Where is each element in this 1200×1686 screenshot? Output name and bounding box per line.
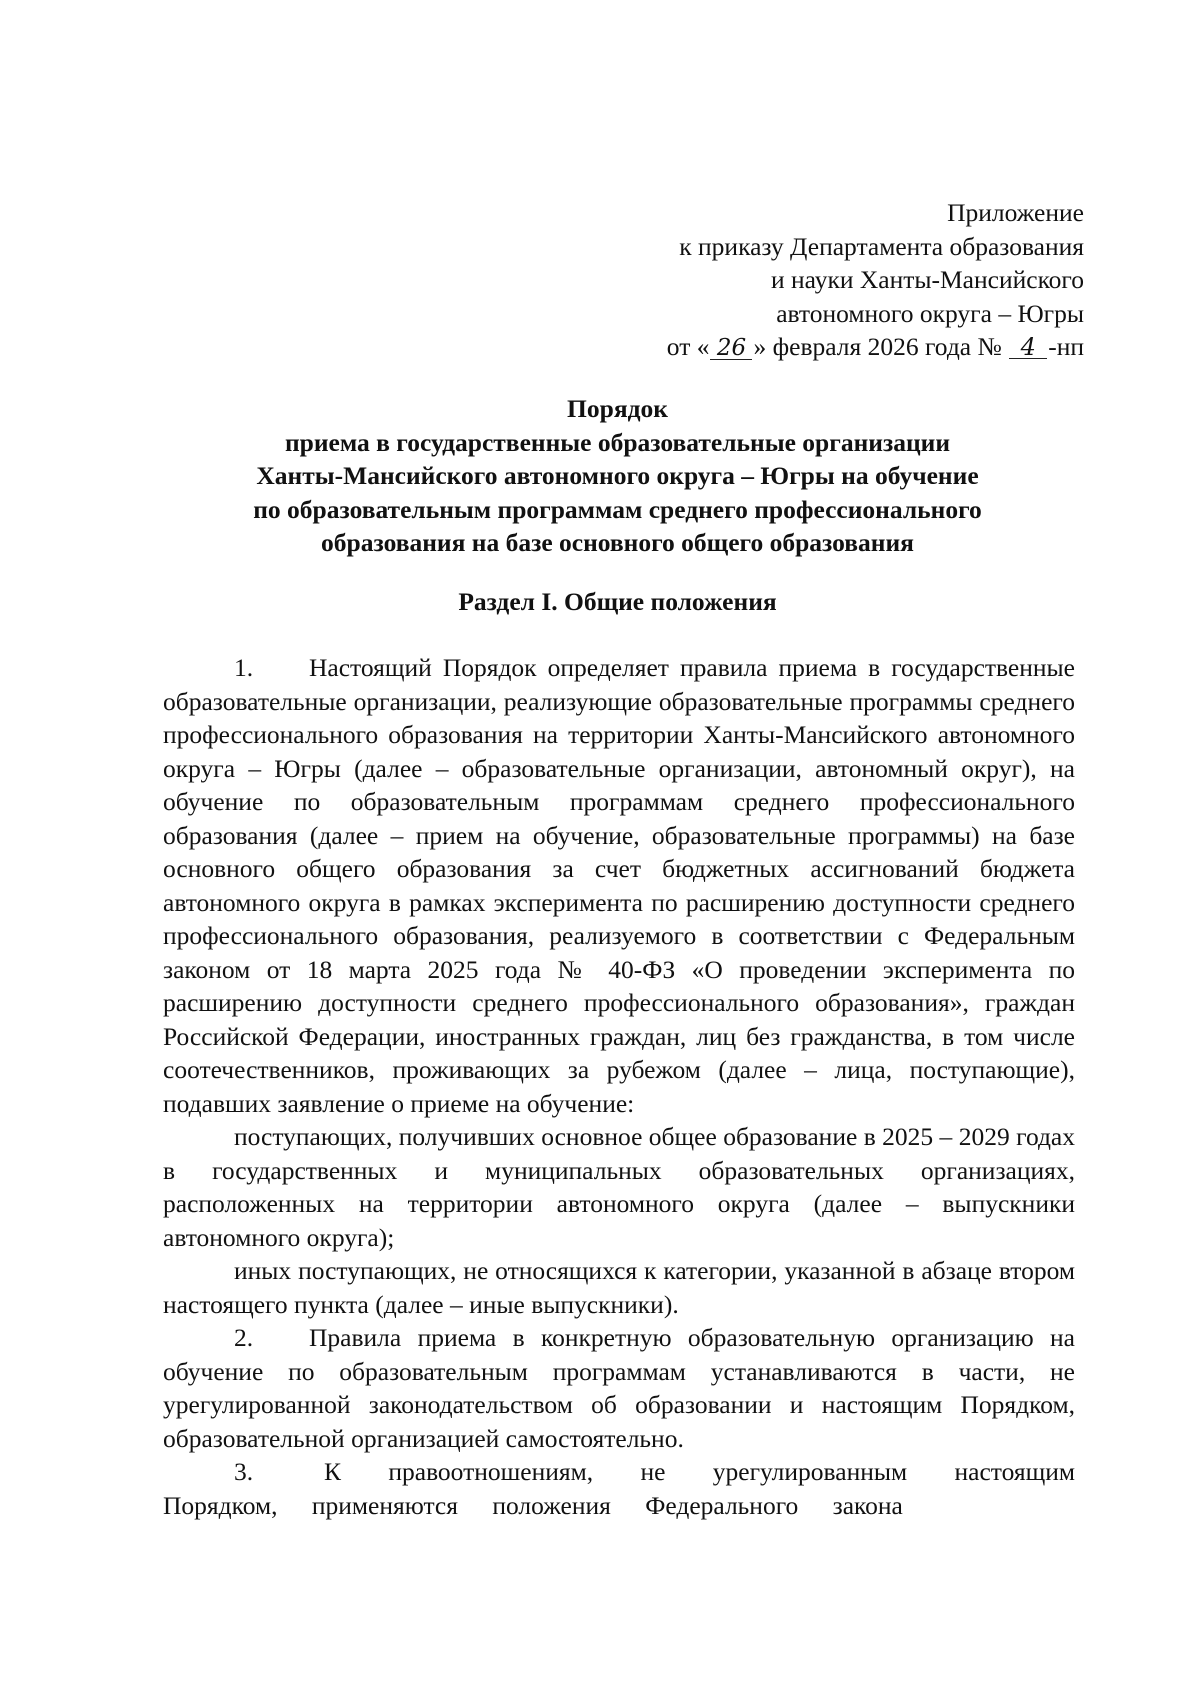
- title-line-2: приема в государственные образовательные организации: [284, 427, 951, 457]
- appendix-order-ref: к приказу Департамента образования: [679, 231, 1084, 261]
- date-middle: » февраля 2026 года №: [753, 332, 1002, 361]
- date-prefix: от «: [666, 332, 710, 361]
- document-body: [163, 651, 1075, 1522]
- appendix-date-line: [667, 330, 1084, 364]
- handwritten-order-number: 4: [1009, 336, 1047, 359]
- title-line-3: Ханты-Мансийского автономного округа – Югры на обучение: [256, 461, 979, 490]
- paragraph-2-number: 2.: [234, 1323, 254, 1352]
- section-heading: Раздел I. Общие положения: [458, 587, 777, 616]
- paragraph-1-number: 1.: [234, 653, 254, 682]
- paragraph-3-number: 3.: [234, 1457, 254, 1486]
- order-suffix: -нп: [1048, 332, 1084, 361]
- document-title: [160, 392, 1075, 560]
- paragraph-1: [163, 651, 1075, 1120]
- appendix-department: и науки Ханты-Мансийского: [771, 265, 1084, 294]
- paragraph-1-text: Настоящий Порядок определяет правила приема в государственные образовательные организации, реализующие образовательные программы среднего профессионального образования на территории Ханты-Мансийского автономного округа – Югры (далее – образовательные организации, автономный округ), на обучение по образовательным программам среднего профессионального образования (далее – прием на обучение, образовательные программы) на базе основного общего образования за счет бюджетных ассигнований бюджета автономного округа в рамках эксперимента по расширению доступности среднего профессионального образования, реализуемого в соответствии с Федеральным законом от 18 марта 2025 года № 40-ФЗ «О проведении эксперимента по расширению доступности среднего профессионального образования», граждан Российской Федерации, иностранных граждан, лиц без гражданства, в том числе соотечественников, проживающих за рубежом (далее – лица, поступающие), подавших заявление о приеме на обучение:: [163, 653, 1075, 1118]
- paragraph-3: [163, 1455, 1075, 1522]
- paragraph-1-subitem-1: поступающих, получивших основное общее образование в 2025 – 2029 годах в государственных и муниципальных образовательных организациях, расположенных на территории автономного округа (далее – выпускники автономного округа);: [163, 1122, 1075, 1252]
- appendix-block: [667, 196, 1084, 364]
- title-line-4: по образовательным программам среднего профессионального: [253, 494, 982, 524]
- paragraph-1-subitem-2: иных поступающих, не относящихся к категории, указанной в абзаце втором настоящего пункта (далее – иные выпускники).: [163, 1256, 1075, 1319]
- title-line-5: образования на базе основного общего образования: [321, 528, 914, 557]
- handwritten-day: 26: [710, 337, 752, 360]
- appendix-region: автономного округа – Югры: [776, 298, 1084, 328]
- appendix-title: Приложение: [947, 198, 1084, 227]
- paragraph-2-text: Правила приема в конкретную образовательную организацию на обучение по образовательным программам устанавливаются в части, не урегулированной законодательством об образовании и настоящим Порядком, образовательной организацией самостоятельно.: [163, 1323, 1075, 1453]
- paragraph-2: [163, 1321, 1075, 1455]
- paragraph-3-text: К правоотношениям, не урегулированным настоящим Порядком, применяются положения Федерального закона: [163, 1457, 1075, 1520]
- title-line-1: Порядок: [567, 394, 668, 423]
